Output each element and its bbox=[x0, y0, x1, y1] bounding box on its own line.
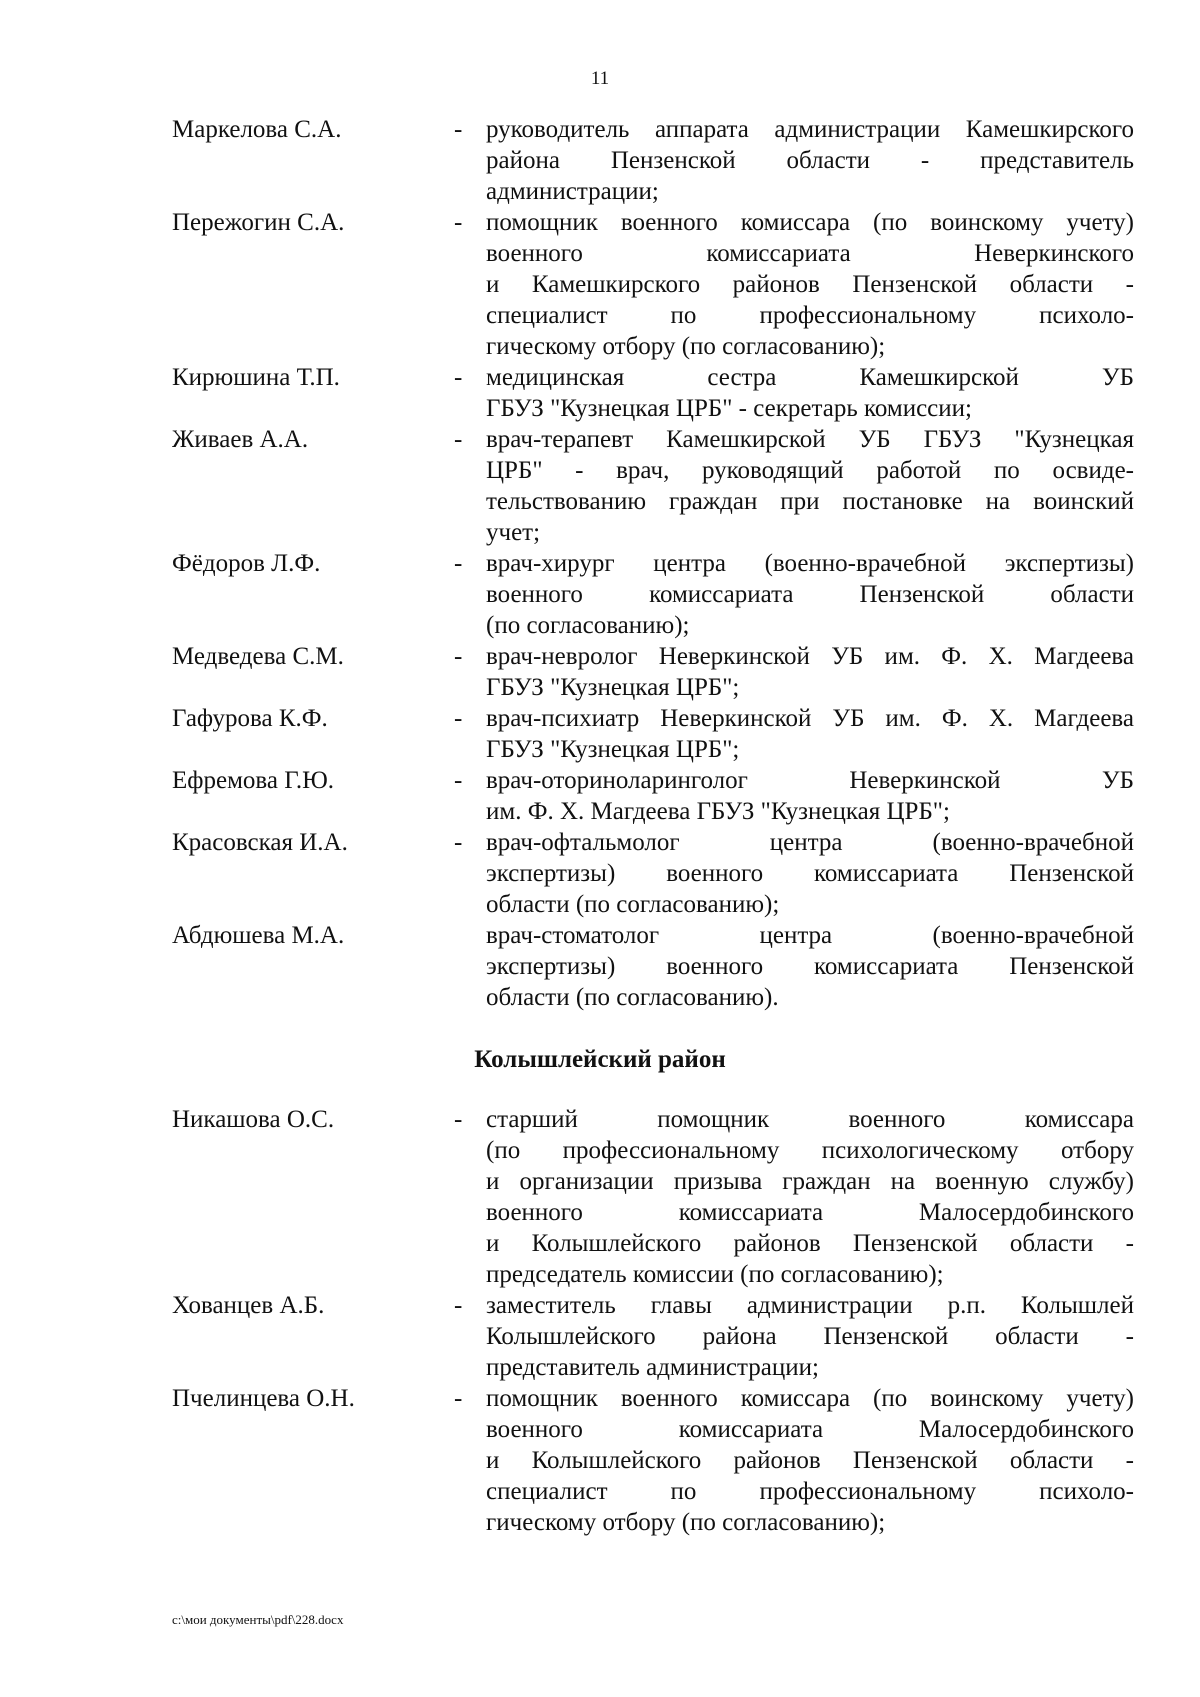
member-role-line: врач-хирург центра (военно-врачебной экспертизы) bbox=[486, 550, 1134, 577]
member-role-line: помощник военного комиссара (по воинскому учету) bbox=[486, 209, 1134, 236]
member-role-line: врач-оториноларинголог Неверкинской УБ bbox=[486, 767, 1134, 794]
member-dash: - bbox=[454, 643, 463, 670]
member-name: Абдюшева М.А. bbox=[172, 922, 345, 949]
member-role bbox=[486, 1383, 1134, 1538]
member-dash: - bbox=[454, 1292, 463, 1319]
member-name: Красовская И.А. bbox=[172, 829, 348, 856]
member-role-line: и Камешкирского районов Пензенской области - bbox=[486, 271, 1134, 298]
member-dash: - bbox=[454, 550, 463, 577]
member-row bbox=[172, 641, 1134, 703]
member-role-line: военного комиссариата Малосердобинского bbox=[486, 1199, 1134, 1226]
member-name: Маркелова С.А. bbox=[172, 116, 342, 143]
member-dash: - bbox=[454, 426, 463, 453]
member-role-line: и организации призыва граждан на военную службу) bbox=[486, 1168, 1134, 1195]
commission-list-kolyshleysky bbox=[172, 1104, 1134, 1538]
member-role bbox=[486, 827, 1134, 920]
member-name: Хованцев А.Б. bbox=[172, 1292, 325, 1319]
member-role-line: руководитель аппарата администрации Камешкирского bbox=[486, 116, 1134, 143]
member-role-line: военного комиссариата Малосердобинского bbox=[486, 1416, 1134, 1443]
member-role-line: медицинская сестра Камешкирской УБ bbox=[486, 364, 1134, 391]
member-role-line: военного комиссариата Неверкинского bbox=[486, 240, 1134, 267]
member-role-line: помощник военного комиссара (по воинскому учету) bbox=[486, 1385, 1134, 1412]
member-role-line: врач-стоматолог центра (военно-врачебной bbox=[486, 922, 1134, 949]
member-name: Фёдоров Л.Ф. bbox=[172, 550, 321, 577]
member-name: Гафурова К.Ф. bbox=[172, 705, 328, 732]
member-role-line: ГБУЗ "Кузнецкая ЦРБ"; bbox=[486, 736, 740, 763]
member-name: Пережогин С.А. bbox=[172, 209, 345, 236]
member-name: Никашова О.С. bbox=[172, 1106, 335, 1133]
member-dash: - bbox=[454, 364, 463, 391]
member-dash: - bbox=[454, 767, 463, 794]
member-role-line: ЦРБ" - врач, руководящий работой по освиде- bbox=[486, 457, 1134, 484]
member-dash: - bbox=[454, 829, 463, 856]
member-role-line: ГБУЗ "Кузнецкая ЦРБ"; bbox=[486, 674, 740, 701]
member-role-line: (по профессиональному психологическому отбору bbox=[486, 1137, 1134, 1164]
member-row bbox=[172, 114, 1134, 207]
member-dash: - bbox=[454, 1106, 463, 1133]
member-role bbox=[486, 207, 1134, 362]
section-title-kolyshleysky: Колышлейский район bbox=[474, 1046, 726, 1073]
member-role-line: Колышлейского района Пензенской области - bbox=[486, 1323, 1134, 1350]
member-row bbox=[172, 1104, 1134, 1290]
member-row bbox=[172, 424, 1134, 548]
member-role bbox=[486, 703, 1134, 765]
page-number: 11 bbox=[590, 68, 610, 89]
member-role-line: и Колышлейского районов Пензенской области - bbox=[486, 1447, 1134, 1474]
member-role-line: председатель комиссии (по согласованию); bbox=[486, 1261, 944, 1288]
member-role-line: врач-офтальмолог центра (военно-врачебной bbox=[486, 829, 1134, 856]
member-role-line: экспертизы) военного комиссариата Пензенской bbox=[486, 860, 1134, 887]
member-name: Живаев А.А. bbox=[172, 426, 309, 453]
member-role-line: района Пензенской области - представитель bbox=[486, 147, 1134, 174]
member-role bbox=[486, 362, 1134, 424]
member-name: Пчелинцева О.Н. bbox=[172, 1385, 355, 1412]
member-role-line: и Колышлейского районов Пензенской области - bbox=[486, 1230, 1134, 1257]
member-row bbox=[172, 362, 1134, 424]
member-role-line: специалист по профессиональному психоло- bbox=[486, 302, 1134, 329]
member-row bbox=[172, 1290, 1134, 1383]
member-role-line: врач-терапевт Камешкирской УБ ГБУЗ "Кузнецкая bbox=[486, 426, 1134, 453]
member-role-line: (по согласованию); bbox=[486, 612, 690, 639]
member-role-line: им. Ф. Х. Магдеева ГБУЗ "Кузнецкая ЦРБ"; bbox=[486, 798, 950, 825]
member-role-line: специалист по профессиональному психоло- bbox=[486, 1478, 1134, 1505]
member-role-line: старший помощник военного комиссара bbox=[486, 1106, 1134, 1133]
member-role-line: заместитель главы администрации р.п. Колышлей bbox=[486, 1292, 1134, 1319]
member-role-line: гическому отбору (по согласованию); bbox=[486, 1509, 886, 1536]
member-role-line: администрации; bbox=[486, 178, 659, 205]
member-role bbox=[486, 1290, 1134, 1383]
member-dash: - bbox=[454, 116, 463, 143]
member-dash bbox=[454, 920, 486, 1013]
member-role bbox=[486, 114, 1134, 207]
member-role-line: представитель администрации; bbox=[486, 1354, 819, 1381]
member-row bbox=[172, 703, 1134, 765]
member-row bbox=[172, 920, 1134, 1013]
member-role bbox=[486, 765, 1134, 827]
member-row bbox=[172, 1383, 1134, 1538]
member-row bbox=[172, 765, 1134, 827]
member-name: Ефремова Г.Ю. bbox=[172, 767, 335, 794]
member-dash: - bbox=[454, 209, 463, 236]
member-role-line: гическому отбору (по согласованию); bbox=[486, 333, 886, 360]
member-role-line: тельствованию граждан при постановке на воинский bbox=[486, 488, 1134, 515]
member-role-line: экспертизы) военного комиссариата Пензенской bbox=[486, 953, 1134, 980]
member-row bbox=[172, 827, 1134, 920]
member-role-line: военного комиссариата Пензенской области bbox=[486, 581, 1134, 608]
member-role bbox=[486, 1104, 1134, 1290]
member-role bbox=[486, 548, 1134, 641]
member-role bbox=[486, 920, 1134, 1013]
member-role-line: врач-невролог Неверкинской УБ им. Ф. Х. Магдеева bbox=[486, 643, 1134, 670]
commission-list-kameshkirsky bbox=[172, 114, 1134, 1013]
member-row bbox=[172, 548, 1134, 641]
member-role-line: учет; bbox=[486, 519, 541, 546]
member-name: Кирюшина Т.П. bbox=[172, 364, 340, 391]
member-role-line: области (по согласованию). bbox=[486, 984, 779, 1011]
member-role bbox=[486, 424, 1134, 548]
member-role-line: врач-психиатр Неверкинской УБ им. Ф. Х. Магдеева bbox=[486, 705, 1134, 732]
member-role bbox=[486, 641, 1134, 703]
member-name: Медведева С.М. bbox=[172, 643, 344, 670]
footer-file-path: c:\мои документы\pdf\228.docx bbox=[172, 1612, 344, 1627]
member-dash: - bbox=[454, 1385, 463, 1412]
member-role-line: области (по согласованию); bbox=[486, 891, 780, 918]
member-dash: - bbox=[454, 705, 463, 732]
member-row bbox=[172, 207, 1134, 362]
member-role-line: ГБУЗ "Кузнецкая ЦРБ" - секретарь комиссии; bbox=[486, 395, 972, 422]
